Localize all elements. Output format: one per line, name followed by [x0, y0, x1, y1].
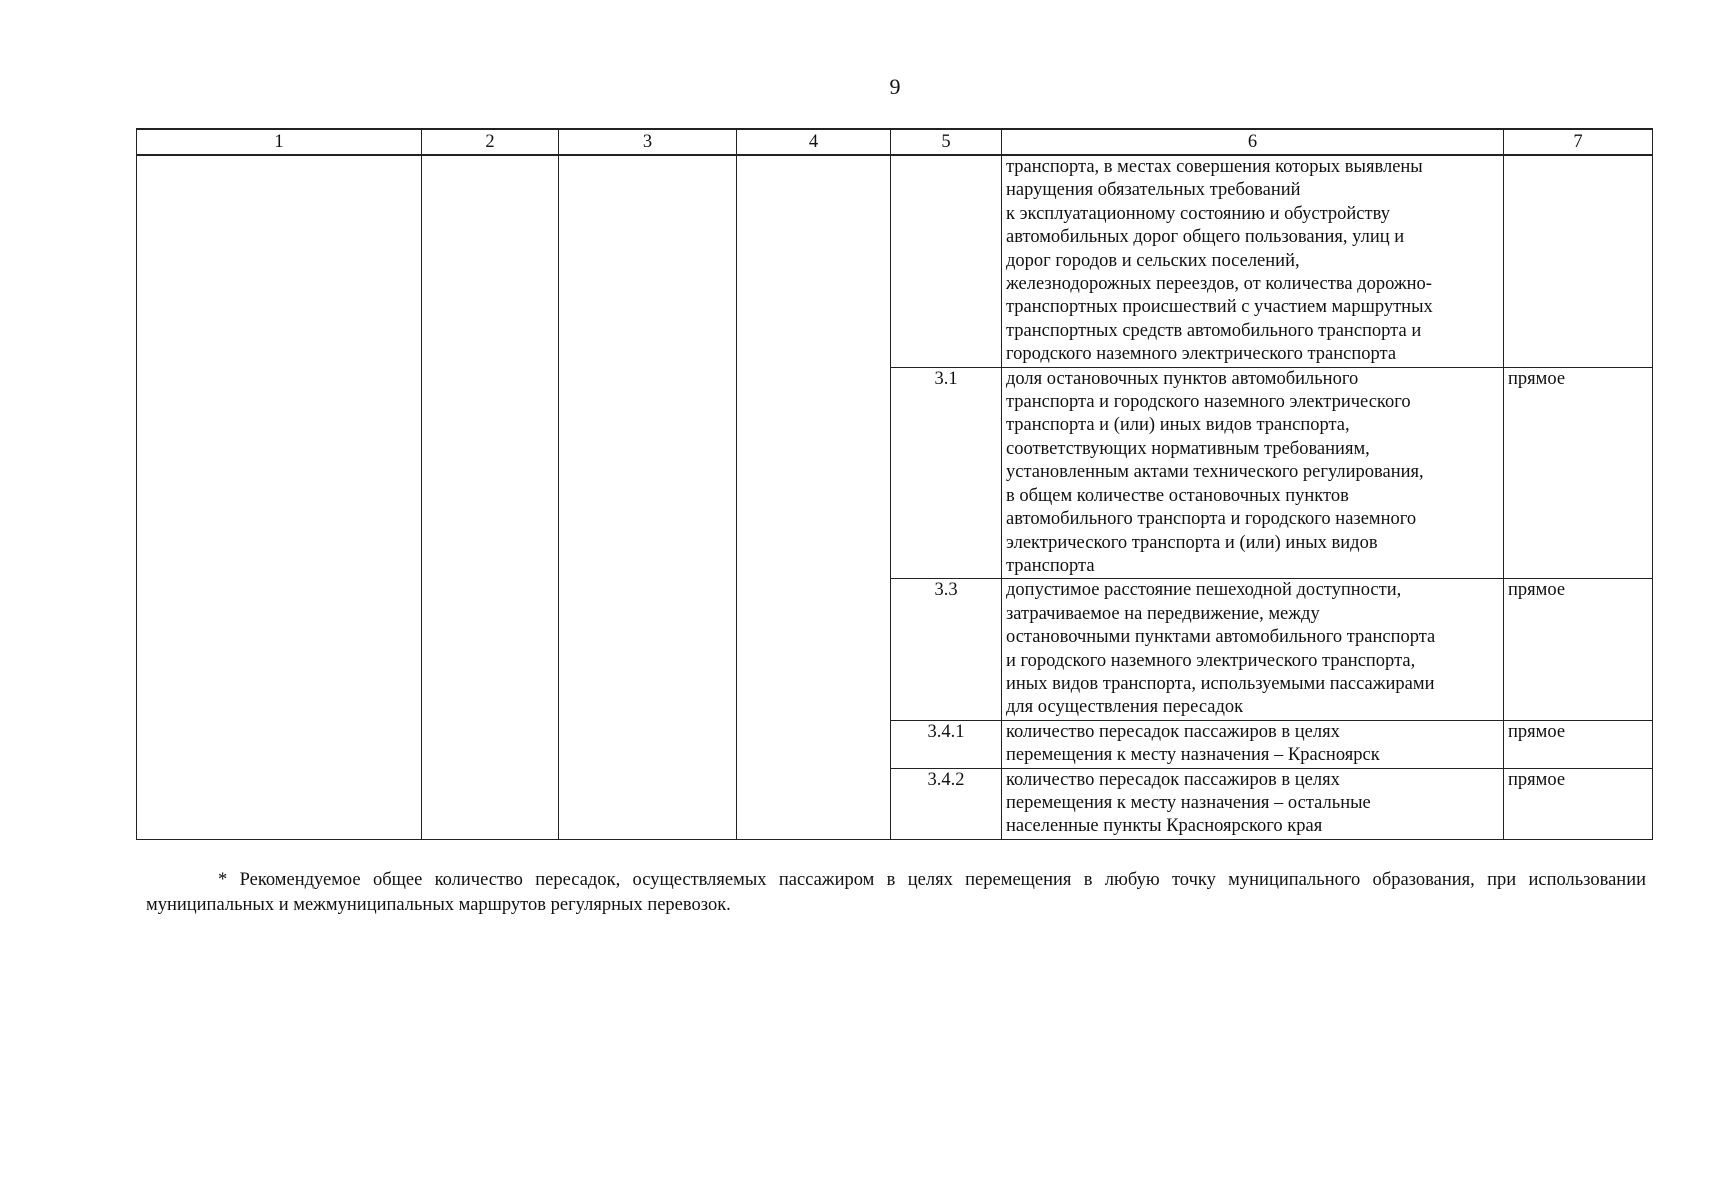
- indicator-number: 3.4.1: [891, 720, 1002, 768]
- table-cell-col4: [737, 155, 891, 839]
- indicator-description: доля остановочных пунктов автомобильного транспорта и городского наземного электрического транспорта и (или) иных видов транспорта, соответствующих нормативным требованиям, установленным актами технического регулирования, в общем количестве остановочных пунктов автомобильного транспорта и городского наземного электрического транспорта и (или) иных видов транспорта: [1002, 367, 1504, 579]
- indicator-number: 3.3: [891, 579, 1002, 720]
- indicator-number: [891, 155, 1002, 367]
- column-header-7: 7: [1504, 129, 1653, 155]
- page-number: 9: [889, 74, 901, 99]
- column-header-4: 4: [737, 129, 891, 155]
- column-header-2: 2: [422, 129, 559, 155]
- table-cell-col2: [422, 155, 559, 839]
- indicator-description: количество пересадок пассажиров в целях перемещения к месту назначения – остальные населенные пункты Красноярского края: [1002, 768, 1504, 839]
- indicators-table: [136, 128, 1653, 840]
- table-row: [137, 155, 1653, 367]
- indicator-description: количество пересадок пассажиров в целях перемещения к месту назначения – Красноярск: [1002, 720, 1504, 768]
- indicator-type: прямое: [1504, 367, 1653, 579]
- indicator-number: 3.1: [891, 367, 1002, 579]
- column-header-1: 1: [137, 129, 422, 155]
- indicator-type: прямое: [1504, 579, 1653, 720]
- indicator-type: [1504, 155, 1653, 367]
- footnote: * Рекомендуемое общее количество пересадок, осуществляемых пассажиром в целях перемещения в любую точку муниципального образования, при использовании муниципальных и межмуниципальных маршрутов регулярных перевозок.: [146, 870, 1646, 915]
- indicator-type: прямое: [1504, 768, 1653, 839]
- indicator-number: 3.4.2: [891, 768, 1002, 839]
- column-header-6: 6: [1002, 129, 1504, 155]
- table-cell-col3: [559, 155, 737, 839]
- indicator-type: прямое: [1504, 720, 1653, 768]
- table-cell-col1: [137, 155, 422, 839]
- column-header-5: 5: [891, 129, 1002, 155]
- column-header-3: 3: [559, 129, 737, 155]
- indicator-description: транспорта, в местах совершения которых выявлены нарущения обязательных требований к эксплуатационному состоянию и обустройству автомобильных дорог общего пользования, улиц и дорог городов и сельских поселений, железнодорожных переездов, от количества дорожно- транспортных происшествий с участием маршрутных транспортных средств автомобильного транспорта и городского наземного электрического транспорта: [1002, 155, 1504, 367]
- column-number-row: [137, 129, 1653, 155]
- indicator-description: допустимое расстояние пешеходной доступности, затрачиваемое на передвижение, между остановочными пунктами автомобильного транспорта и городского наземного электрического транспорта, иных видов транспорта, используемыми пассажирами для осуществления пересадок: [1002, 579, 1504, 720]
